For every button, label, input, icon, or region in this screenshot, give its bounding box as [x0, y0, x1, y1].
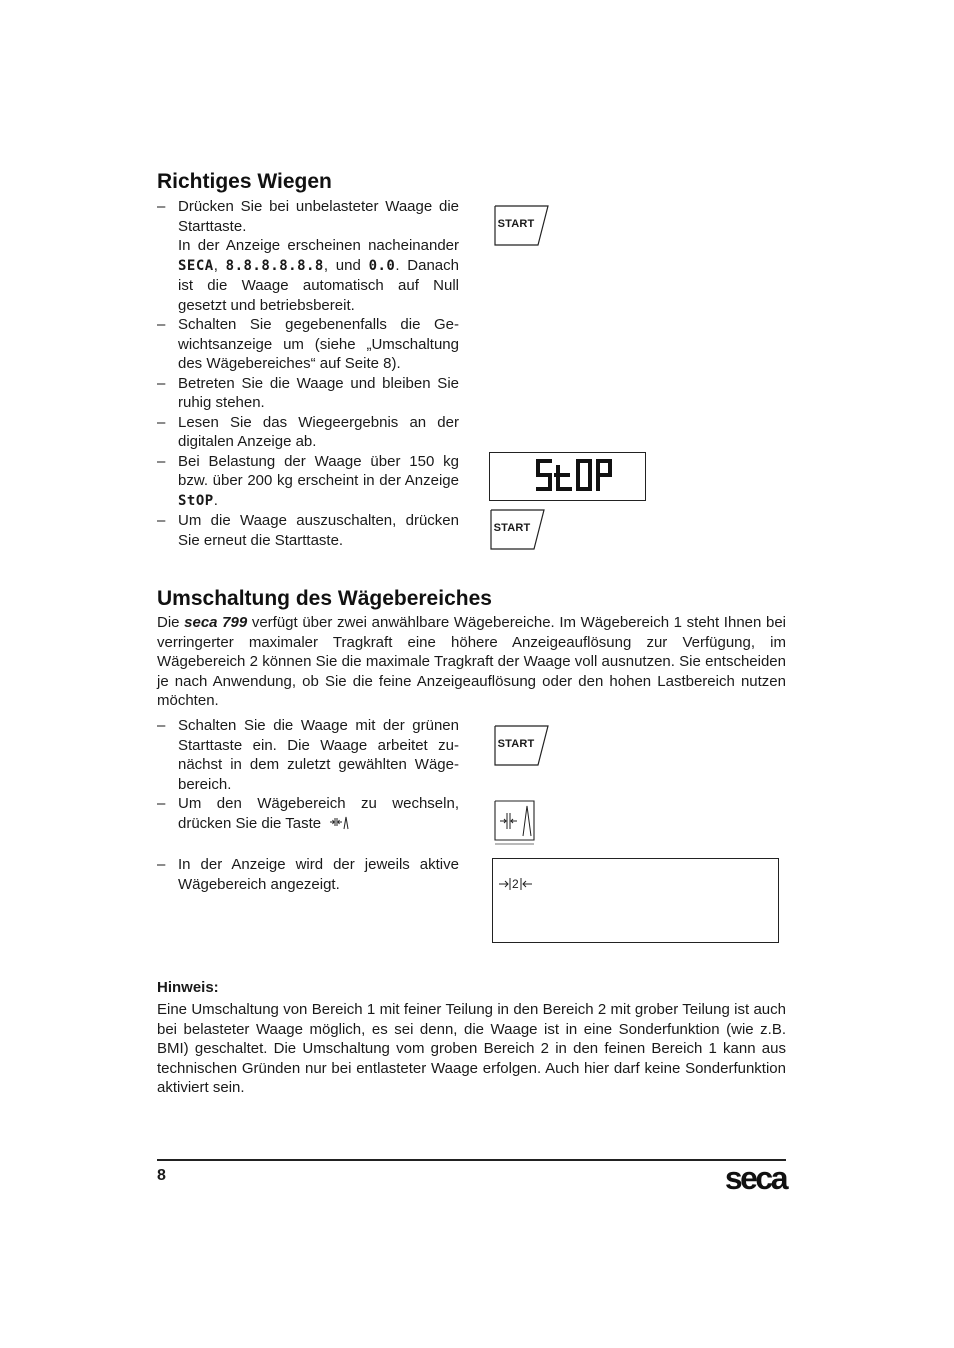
- stop-segment-icon: [490, 453, 645, 500]
- note-paragraph: Eine Umschaltung von Bereich 1 mit feiner Teilung in den Bereich 2 mit grober Teilung ist auch bei belasteter Waage möglich, es sei denn, die Waage ist in eine Sonderfunktion (wie z.B. BMI) geschaltet. Die Umschaltung vom groben Bereich 2 in den feinen Bereich 1 kann aus technischen Gründen nur bei entlasteter Waage erfolgen. Auch hier darf keine Sonderfunktion aktiviert sein.: [157, 1001, 786, 1096]
- list-item: [157, 452, 459, 512]
- list-item: [157, 374, 459, 413]
- lcd-text-stop: StOP: [178, 492, 214, 509]
- list-dash: –: [157, 856, 166, 873]
- item-text: In der Anzeige wird der jeweils aktive Wägebereich angezeigt.: [178, 856, 459, 893]
- list-dash: –: [157, 198, 166, 215]
- instruction-list-range: [157, 716, 459, 894]
- section-heading-range-switching: Umschaltung des Wägebereiches: [157, 587, 492, 610]
- list-dash: –: [157, 512, 166, 529]
- range-key-inline-icon: [329, 815, 349, 837]
- list-item: [157, 511, 459, 550]
- item-text-display-sequence: In der Anzeige erscheinen nacheinander SECA, 8.8.8.8.8.8, und 0.0. Danach ist die Waage automatisch auf Null gesetzt und betriebsbereit.: [178, 237, 459, 314]
- start-key-icon: [494, 205, 550, 247]
- start-key-label: START: [493, 522, 531, 534]
- range-intro-paragraph: Die seca 799 verfügt über zwei anwählbare Wägebereiche. Im Wägebereich 1 steht Ihnen bei verringerter maximaler Tragkraft eine höhere Anzeigeauflösung zur Verfügung, im Wägebereich 2 können Sie die maximale Tragkraft der Waage voll ausnutzen. Sie entscheiden je nach Anwendung, ob Sie die feine Anzeigeauflösung oder den hohen Lastbereich nutzen möchten.: [157, 614, 786, 709]
- item-text: Schalten Sie die Waage mit der grünen Starttaste ein. Die Waage arbeitet zunächst in dem zuletzt gewählten Wägebereich.: [178, 717, 459, 793]
- list-dash: –: [157, 717, 166, 734]
- range-display: [492, 858, 779, 943]
- list-dash: –: [157, 795, 166, 812]
- list-dash: –: [157, 452, 166, 470]
- list-item: [157, 413, 459, 452]
- item-text: Um die Waage auszuschalten, drücken Sie erneut die Starttaste.: [178, 512, 459, 549]
- section-heading-richtiges-wiegen: Richtiges Wiegen: [157, 170, 332, 193]
- range-number: 2: [512, 877, 519, 891]
- item-text: Betreten Sie die Waage und bleiben Sie ruhig stehen.: [178, 374, 459, 411]
- item-text: Lesen Sie das Wiegeergebnis an der digitalen Anzeige ab.: [178, 413, 459, 450]
- list-item: [157, 794, 459, 836]
- note-heading: Hinweis:: [157, 979, 219, 996]
- item-text: Schalten Sie gegebenenfalls die Gewichtsanzeige um (siehe „Umschaltung des Wägebereiches“ auf Seite 8).: [178, 316, 459, 372]
- start-key-label: START: [497, 738, 535, 750]
- footer-divider: [157, 1159, 786, 1161]
- arrow-right-icon: [499, 877, 511, 891]
- list-item: [157, 315, 459, 374]
- list-dash: –: [157, 374, 166, 392]
- item-text-range-key: Um den Wägebereich zu wechseln, drücken Sie die Taste: [178, 794, 459, 836]
- lcd-text-zero: 0.0: [368, 257, 396, 274]
- start-key-label: START: [497, 218, 535, 230]
- list-dash: –: [157, 316, 166, 333]
- list-item: [157, 197, 459, 315]
- seca-logo: seca: [724, 1160, 786, 1196]
- weight-display-stop: [489, 452, 646, 501]
- page-number: 8: [157, 1167, 166, 1184]
- start-key-icon: [490, 509, 546, 551]
- model-name: seca 799: [184, 614, 248, 631]
- item-text: Drücken Sie bei unbelasteter Waage die Starttaste.: [178, 198, 459, 235]
- lcd-text-eights: 8.8.8.8.8.8: [225, 257, 324, 274]
- arrow-left-icon: [520, 877, 532, 891]
- instruction-list-weighing: [157, 197, 459, 550]
- range-indicator: [499, 877, 532, 891]
- list-item: [157, 716, 459, 794]
- range-switch-key-icon: [494, 800, 540, 846]
- lcd-text-seca: SECA: [178, 257, 214, 274]
- list-item: [157, 855, 459, 894]
- start-key-icon: [494, 725, 550, 767]
- list-dash: –: [157, 413, 166, 431]
- item-text-stop: Bei Belastung der Waage über 150 kg bzw. über 200 kg erscheint in der Anzeige StOP.: [178, 452, 459, 509]
